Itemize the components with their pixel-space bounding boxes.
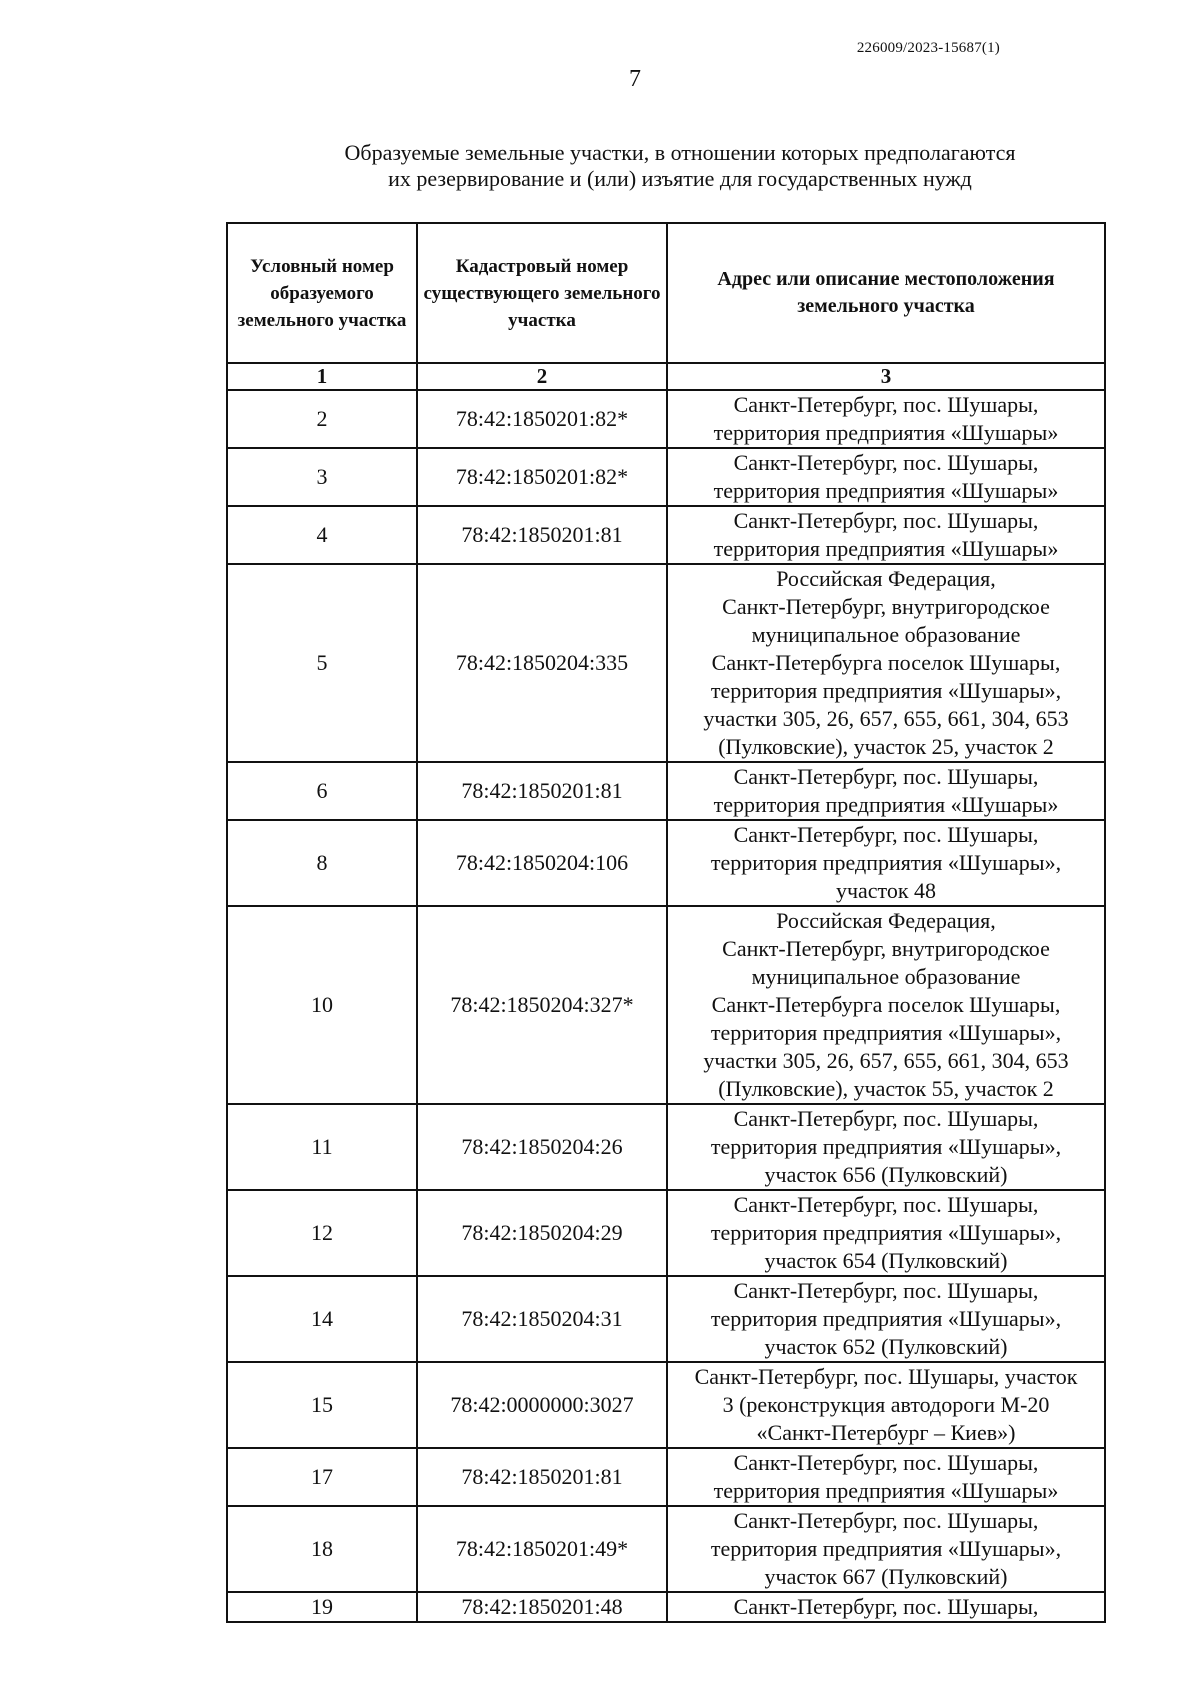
table-row xyxy=(227,820,1105,906)
header-address: Адрес или описание местоположения земельного участка xyxy=(667,223,1105,363)
cadastral-number-cell: 78:42:1850201:82* xyxy=(417,390,667,448)
cadastral-number-cell: 78:42:1850204:327* xyxy=(417,906,667,1104)
plot-number-cell: 6 xyxy=(227,762,417,820)
address-line: территория предприятия «Шушары», xyxy=(710,850,1062,875)
document-title xyxy=(240,140,1120,192)
cadastral-number-cell: 78:42:1850204:106 xyxy=(417,820,667,906)
address-line: «Санкт-Петербург – Киев») xyxy=(756,1420,1016,1445)
plot-number-cell: 3 xyxy=(227,448,417,506)
address-line: Российская Федерация, xyxy=(776,566,996,591)
address-line: участок 667 (Пулковский) xyxy=(764,1564,1008,1589)
plot-number-cell: 5 xyxy=(227,564,417,762)
plot-number-cell: 19 xyxy=(227,1592,417,1622)
address-line: территория предприятия «Шушары», xyxy=(710,1536,1062,1561)
address-line: Санкт-Петербург, внутригородское xyxy=(722,594,1050,619)
cadastral-number-cell: 78:42:1850201:48 xyxy=(417,1592,667,1622)
address-line: 3 (реконструкция автодороги М-20 xyxy=(722,1392,1050,1417)
plot-number-cell: 15 xyxy=(227,1362,417,1448)
address-line: Санкт-Петербург, внутригородское xyxy=(722,936,1050,961)
plot-number-cell: 12 xyxy=(227,1190,417,1276)
table-row xyxy=(227,1104,1105,1190)
address-line: Санкт-Петербурга поселок Шушары, xyxy=(711,650,1061,675)
cadastral-number-cell: 78:42:1850201:81 xyxy=(417,506,667,564)
plot-number-cell: 18 xyxy=(227,1506,417,1592)
cadastral-number-cell: 78:42:1850201:49* xyxy=(417,1506,667,1592)
header-plot-number: Условный номер образуемого земельного участка xyxy=(227,223,417,363)
address-line: Санкт-Петербург, пос. Шушары, xyxy=(733,764,1039,789)
address-cell xyxy=(667,506,1105,564)
address-line: Санкт-Петербург, пос. Шушары, xyxy=(733,450,1039,475)
address-line: территория предприятия «Шушары», xyxy=(710,1306,1062,1331)
address-line: Санкт-Петербург, пос. Шушары, xyxy=(733,1192,1039,1217)
address-line: участок 652 (Пулковский) xyxy=(764,1334,1008,1359)
address-line: Санкт-Петербург, пос. Шушары, xyxy=(733,1278,1039,1303)
address-line: Санкт-Петербурга поселок Шушары, xyxy=(711,992,1061,1017)
address-line: Санкт-Петербург, пос. Шушары, xyxy=(733,1106,1039,1131)
table-row xyxy=(227,1506,1105,1592)
cadastral-number-cell: 78:42:1850201:81 xyxy=(417,762,667,820)
cadastral-number-cell: 78:42:1850204:29 xyxy=(417,1190,667,1276)
page-number: 7 xyxy=(629,66,641,92)
plot-number-cell: 14 xyxy=(227,1276,417,1362)
address-line: территория предприятия «Шушары» xyxy=(713,1478,1059,1503)
address-line: Санкт-Петербург, пос. Шушары, xyxy=(733,508,1039,533)
address-line: Санкт-Петербург, пос. Шушары, xyxy=(733,1508,1039,1533)
address-line: Санкт-Петербург, пос. Шушары, участок xyxy=(694,1364,1078,1389)
address-line: территория предприятия «Шушары» xyxy=(713,478,1059,503)
table-row xyxy=(227,448,1105,506)
column-number: 3 xyxy=(667,363,1105,390)
address-cell xyxy=(667,1592,1105,1622)
address-cell xyxy=(667,1190,1105,1276)
address-line: территория предприятия «Шушары» xyxy=(713,536,1059,561)
table-row xyxy=(227,906,1105,1104)
column-number: 1 xyxy=(227,363,417,390)
cadastral-number-cell: 78:42:0000000:3027 xyxy=(417,1362,667,1448)
cadastral-number-cell: 78:42:1850201:81 xyxy=(417,1448,667,1506)
plot-number-cell: 4 xyxy=(227,506,417,564)
table-row xyxy=(227,762,1105,820)
table-row xyxy=(227,564,1105,762)
address-line: территория предприятия «Шушары», xyxy=(710,1134,1062,1159)
address-cell xyxy=(667,1104,1105,1190)
table-header-row xyxy=(227,223,1105,363)
address-line: участки 305, 26, 657, 655, 661, 304, 653 xyxy=(703,1048,1069,1073)
address-cell xyxy=(667,820,1105,906)
cadastral-number-cell: 78:42:1850204:335 xyxy=(417,564,667,762)
address-cell xyxy=(667,762,1105,820)
address-line: участок 654 (Пулковский) xyxy=(764,1248,1008,1273)
address-line: Санкт-Петербург, пос. Шушары, xyxy=(733,1450,1039,1475)
address-cell xyxy=(667,390,1105,448)
column-number: 2 xyxy=(417,363,667,390)
plot-number-cell: 2 xyxy=(227,390,417,448)
table-row xyxy=(227,1276,1105,1362)
cadastral-number-cell: 78:42:1850204:31 xyxy=(417,1276,667,1362)
address-line: территория предприятия «Шушары», xyxy=(710,1020,1062,1045)
table-row xyxy=(227,1448,1105,1506)
table-row xyxy=(227,1362,1105,1448)
address-cell xyxy=(667,1506,1105,1592)
table-row xyxy=(227,1592,1105,1622)
address-line: муниципальное образование xyxy=(751,622,1021,647)
address-line: участок 656 (Пулковский) xyxy=(764,1162,1008,1187)
plot-number-cell: 8 xyxy=(227,820,417,906)
address-line: Санкт-Петербург, пос. Шушары, xyxy=(733,1594,1039,1619)
plot-number-cell: 11 xyxy=(227,1104,417,1190)
land-plots-table xyxy=(226,222,1106,1623)
address-line: участки 305, 26, 657, 655, 661, 304, 653 xyxy=(703,706,1069,731)
document-title-line-1: Образуемые земельные участки, в отношении которых предполагаются xyxy=(344,140,1016,165)
address-cell xyxy=(667,564,1105,762)
address-cell xyxy=(667,1448,1105,1506)
header-cadastral-number: Кадастровый номер существующего земельного участка xyxy=(417,223,667,363)
address-line: территория предприятия «Шушары», xyxy=(710,1220,1062,1245)
address-line: Санкт-Петербург, пос. Шушары, xyxy=(733,392,1039,417)
cadastral-number-cell: 78:42:1850204:26 xyxy=(417,1104,667,1190)
cadastral-number-cell: 78:42:1850201:82* xyxy=(417,448,667,506)
table-row xyxy=(227,1190,1105,1276)
address-line: участок 48 xyxy=(835,878,937,903)
address-line: (Пулковские), участок 55, участок 2 xyxy=(718,1076,1054,1101)
address-line: Санкт-Петербург, пос. Шушары, xyxy=(733,822,1039,847)
address-cell xyxy=(667,1276,1105,1362)
document-title-line-2: их резервирование и (или) изъятие для государственных нужд xyxy=(388,166,972,191)
address-line: муниципальное образование xyxy=(751,964,1021,989)
plot-number-cell: 10 xyxy=(227,906,417,1104)
address-line: территория предприятия «Шушары» xyxy=(713,420,1059,445)
plot-number-cell: 17 xyxy=(227,1448,417,1506)
address-cell xyxy=(667,1362,1105,1448)
address-cell xyxy=(667,906,1105,1104)
address-line: территория предприятия «Шушары» xyxy=(713,792,1059,817)
address-line: территория предприятия «Шушары», xyxy=(710,678,1062,703)
table-row xyxy=(227,506,1105,564)
document-registration-number: 226009/2023-15687(1) xyxy=(856,40,1000,56)
address-line: Российская Федерация, xyxy=(776,908,996,933)
address-line: (Пулковские), участок 25, участок 2 xyxy=(718,734,1054,759)
table-row xyxy=(227,390,1105,448)
column-number-row xyxy=(227,363,1105,390)
address-cell xyxy=(667,448,1105,506)
